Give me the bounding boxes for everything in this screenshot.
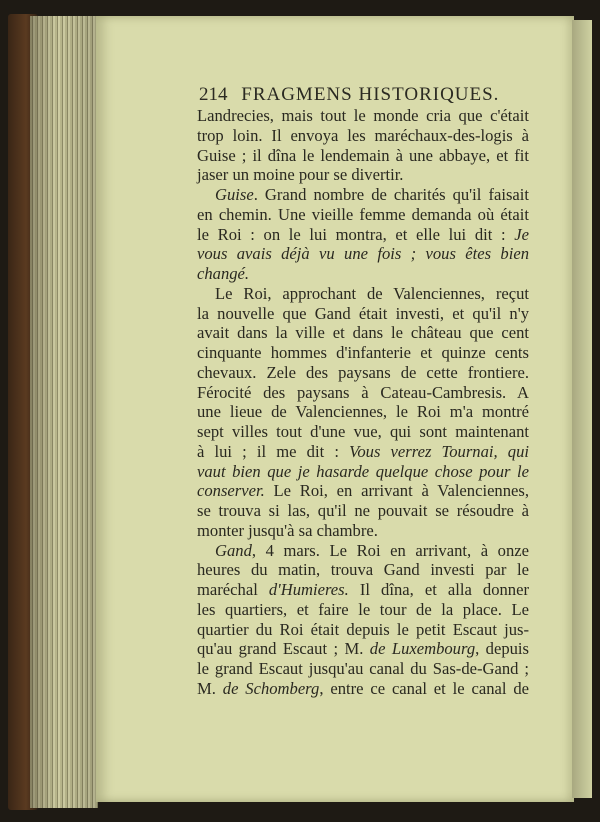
text-segment: Landrecies, mais tout le monde cria que c'était (197, 106, 529, 125)
text-segment: qu'au grand Escaut ; M. (197, 639, 370, 659)
text-segment: Guise ; il dîna le lendemain à une abbaye, et fit (197, 145, 529, 165)
text-line (197, 481, 529, 501)
text-line (197, 146, 529, 166)
text-line (197, 521, 529, 541)
text-line (197, 679, 529, 699)
text-line (197, 343, 529, 363)
text-line (197, 106, 529, 126)
page-number: 214 (199, 84, 228, 105)
italic-text: Gand (215, 540, 252, 560)
text-line (197, 620, 529, 640)
text-segment: cinquante hommes d'infanterie et quinze cents (197, 343, 529, 362)
text-segment: avait dans la ville et dans le château que cent (197, 323, 529, 343)
text-segment: M. (197, 678, 223, 698)
text-segment: Férocité des paysans à Cateau-Cambresis. A (197, 382, 529, 402)
text-line (197, 501, 529, 521)
running-title: FRAGMENS HISTORIQUES. (241, 84, 500, 105)
text-segment: sept villes tout d'une vue, qui sont maintenant (197, 422, 529, 441)
italic-text: Vous verrez Tournai, qui (349, 441, 529, 461)
text-line (197, 165, 529, 185)
text-segment: monter jusqu'à sa chambre. (197, 520, 378, 540)
text-segment: se trouva si las, qu'il ne pouvait se résoudre à (197, 501, 529, 520)
text-segment: le Roi : on le lui montra, et elle lui dit : (197, 224, 515, 244)
text-segment: heures du matin, trouva Gand investi par le (197, 560, 529, 580)
text-line (197, 600, 529, 620)
italic-text: changé. (197, 264, 250, 283)
text-line (197, 264, 529, 284)
italic-text: de Schomberg (222, 678, 320, 698)
text-line (197, 323, 529, 343)
text-line (197, 363, 529, 383)
text-segment: , entre ce canal et le canal de (319, 678, 529, 698)
text-segment: Le Roi, approchant de Valenciennes, reçut (215, 283, 529, 303)
italic-text: conserver. (197, 481, 265, 501)
text-line (197, 639, 529, 659)
italic-text: d'Humieres. (268, 580, 349, 599)
page-edges (30, 16, 98, 808)
text-segment: Le Roi, en arrivant à Valenciennes, (264, 481, 529, 501)
text-line (197, 462, 529, 482)
italic-text: de Luxembourg (369, 639, 476, 659)
text-line (197, 244, 529, 264)
text-line (197, 580, 529, 600)
text-segment: quartier du Roi était depuis le petit Escaut jus- (197, 619, 529, 639)
text-segment: chevaux. Zele des paysans de cette frontiere. (197, 362, 529, 382)
text-segment: . Grand nombre de charités qu'il faisait (253, 185, 529, 204)
text-line (197, 225, 529, 245)
page-text (197, 106, 529, 699)
text-segment: , 4 mars. Le Roi en arrivant, à onze (251, 540, 529, 560)
text-line (197, 185, 529, 205)
text-segment: jaser un moine pour se divertir. (197, 165, 404, 185)
facing-page-edge (572, 20, 592, 798)
italic-text: Je (514, 224, 529, 244)
text-line (197, 422, 529, 442)
text-segment: le grand Escaut jusqu'au canal du Sas-de-Gand ; (197, 659, 529, 678)
text-line (197, 205, 529, 225)
text-segment: à lui ; il me dit : (197, 441, 350, 461)
text-segment: la nouvelle que Gand était investi, et qu'il n'y (197, 303, 529, 323)
italic-text: vaut bien que je hasarde quelque chose pour le (197, 461, 529, 481)
text-segment: Il dîna, et alla donner (348, 580, 529, 599)
text-segment: , depuis (475, 639, 529, 659)
text-line (197, 402, 529, 422)
running-header (199, 84, 500, 106)
text-segment: maréchal (197, 580, 269, 599)
text-line (197, 126, 529, 146)
italic-text: vous avais déjà vu une fois ; vous êtes bien (197, 244, 529, 264)
text-line (197, 442, 529, 462)
text-line (197, 383, 529, 403)
text-line (197, 304, 529, 324)
italic-text: Guise (215, 185, 254, 204)
text-segment: trop loin. Il envoya les maréchaux-des-logis à (197, 125, 529, 145)
text-segment: les quartiers, et faire le tour de la place. Le (197, 599, 529, 619)
text-segment: une lieue de Valenciennes, le Roi m'a montré (197, 402, 529, 422)
text-line (197, 560, 529, 580)
text-line (197, 284, 529, 304)
text-line (197, 659, 529, 679)
text-line (197, 541, 529, 561)
text-segment: en chemin. Une vieille femme demanda où était (197, 204, 529, 224)
